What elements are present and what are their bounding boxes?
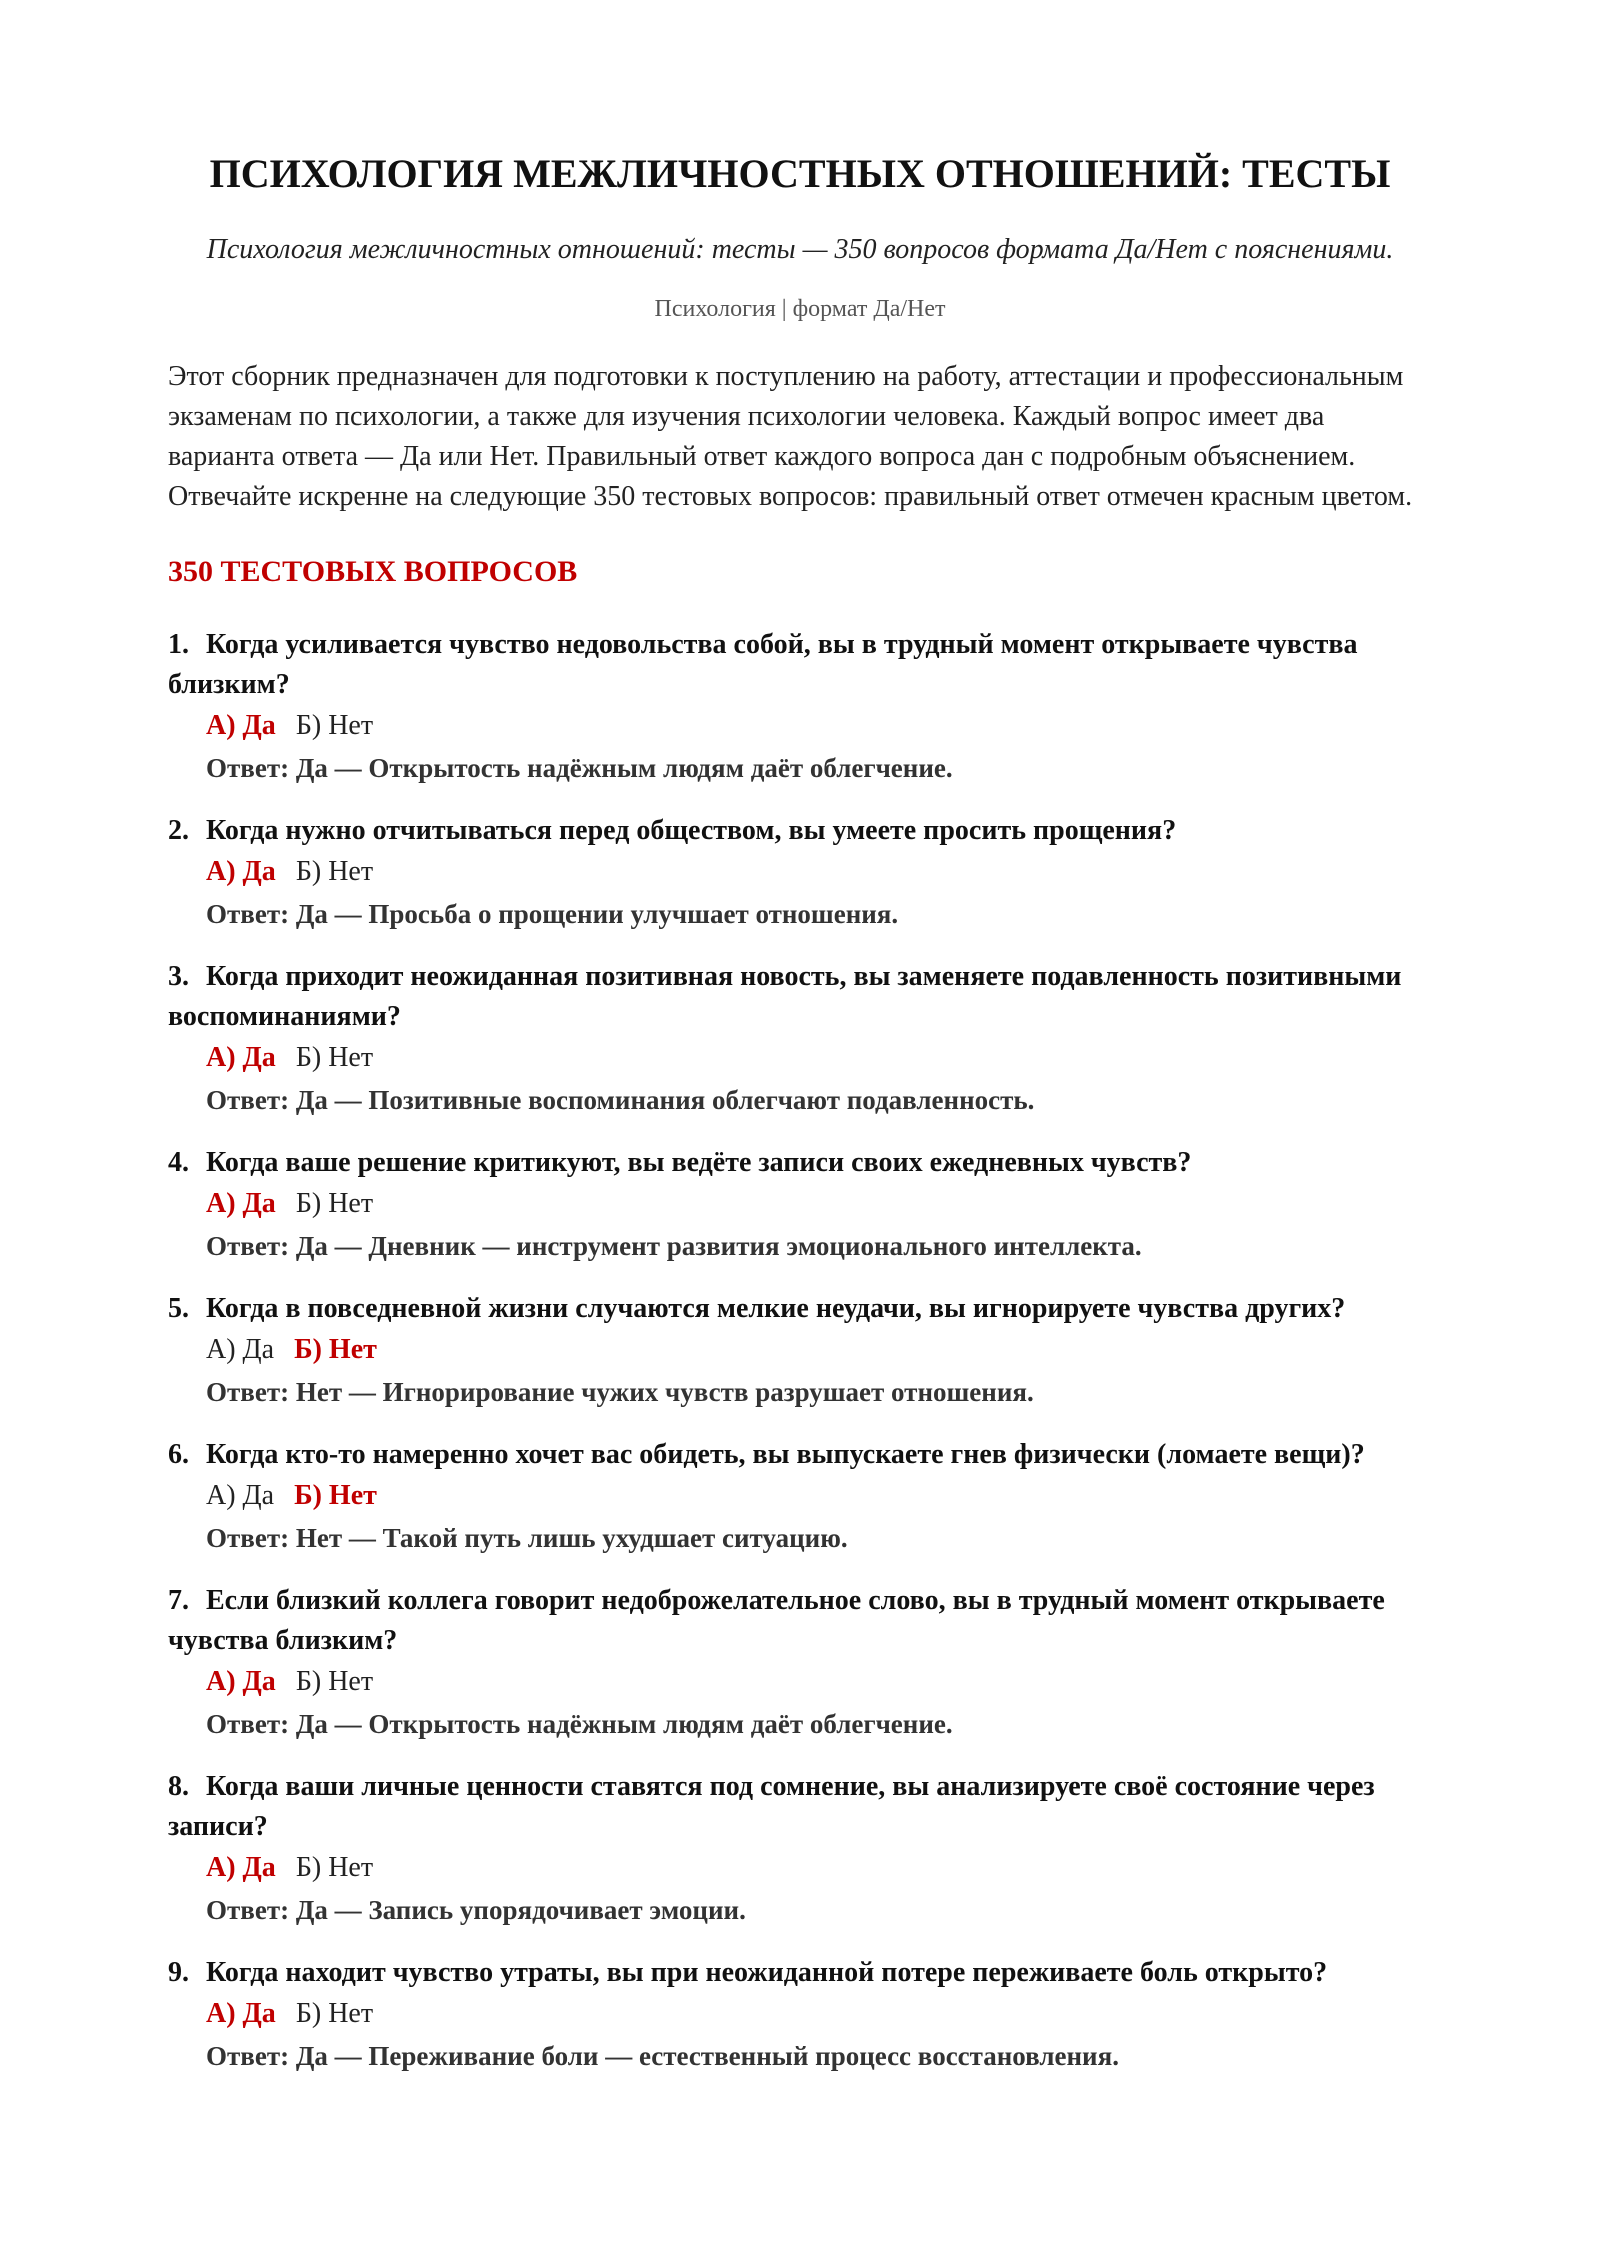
answer-explanation: Ответ: Нет — Игнорирование чужих чувств разрушает отношения. — [206, 1377, 1034, 1407]
question-text-line — [168, 957, 1432, 1037]
option-a: А) Да — [206, 710, 276, 741]
answer-explanation: Ответ: Да — Просьба о прощении улучшает отношения. — [206, 899, 899, 929]
option-b: Б) Нет — [295, 710, 374, 741]
option-a: А) Да — [206, 1852, 276, 1883]
answer-options — [168, 1847, 1432, 1889]
question-text-line — [168, 1143, 1432, 1183]
question-text: Когда в повседневной жизни случаются мелкие неудачи, вы игнорируете чувства других? — [206, 1293, 1346, 1324]
option-b: Б) Нет — [295, 1852, 374, 1883]
option-b: Б) Нет — [295, 1042, 374, 1073]
question-item — [168, 625, 1432, 789]
document-subtitle: Психология межличностных отношений: тесты — 350 вопросов формата Да/Нет с пояснениями. — [206, 234, 1394, 265]
question-item — [168, 1767, 1432, 1931]
question-text: Когда нужно отчитываться перед обществом, вы умеете просить прощения? — [206, 815, 1177, 846]
option-b: Б) Нет — [295, 1998, 374, 2029]
option-b: Б) Нет — [294, 1334, 377, 1365]
option-a: А) Да — [206, 856, 276, 887]
option-a: А) Да — [206, 1188, 276, 1219]
question-number: 5. — [168, 1293, 189, 1324]
answer-explanation: Ответ: Да — Дневник — инструмент развития эмоционального интеллекта. — [206, 1231, 1142, 1261]
option-a: А) Да — [206, 1480, 275, 1511]
question-item — [168, 1581, 1432, 1745]
answer-options — [168, 1475, 1432, 1517]
answer-explanation: Ответ: Нет — Такой путь лишь ухудшает ситуацию. — [206, 1523, 848, 1553]
document-title: ПСИХОЛОГИЯ МЕЖЛИЧНОСТНЫХ ОТНОШЕНИЙ: ТЕСТЫ — [209, 151, 1391, 196]
answer-options — [168, 1037, 1432, 1079]
question-text-line — [168, 1953, 1432, 1993]
question-number: 3. — [168, 961, 189, 992]
option-b: Б) Нет — [295, 856, 374, 887]
question-number: 2. — [168, 815, 189, 846]
option-b: Б) Нет — [294, 1480, 377, 1511]
answer-options — [168, 1183, 1432, 1225]
answer-explanation: Ответ: Да — Запись упорядочивает эмоции. — [206, 1895, 746, 1925]
question-text-line — [168, 625, 1432, 705]
question-list — [168, 625, 1432, 2077]
option-b: Б) Нет — [295, 1666, 374, 1697]
question-number: 8. — [168, 1771, 189, 1802]
question-item — [168, 1289, 1432, 1413]
question-number: 1. — [168, 629, 189, 660]
document-meta: Психология | формат Да/Нет — [654, 296, 946, 322]
question-text: Когда усиливается чувство недовольства собой, вы в трудный момент открываете чувства близким? — [168, 629, 1358, 700]
section-heading: 350 ТЕСТОВЫХ ВОПРОСОВ — [168, 555, 578, 588]
option-a: А) Да — [206, 1666, 276, 1697]
question-item — [168, 1435, 1432, 1559]
question-number: 9. — [168, 1957, 189, 1988]
option-a: А) Да — [206, 1042, 276, 1073]
intro-paragraph: Этот сборник предназначен для подготовки к поступлению на работу, аттестации и профессиональным экзаменам по психологии, а также для изучения психологии человека. Каждый вопрос имеет два варианта ответа — Да или Нет. Правильный ответ каждого вопроса дан с подробным объяснением. Отвечайте искренне на следующие 350 тестовых вопросов: правильный ответ отмечен красным цветом. — [168, 361, 1413, 512]
option-a: А) Да — [206, 1998, 276, 2029]
question-item — [168, 1143, 1432, 1267]
question-text: Когда ваше решение критикуют, вы ведёте записи своих ежедневных чувств? — [206, 1147, 1192, 1178]
answer-options — [168, 851, 1432, 893]
question-item — [168, 811, 1432, 935]
answer-explanation: Ответ: Да — Открытость надёжным людям даёт облегчение. — [206, 1709, 953, 1739]
question-number: 4. — [168, 1147, 189, 1178]
option-b: Б) Нет — [295, 1188, 374, 1219]
question-text-line — [168, 1289, 1432, 1329]
question-text: Если близкий коллега говорит недоброжелательное слово, вы в трудный момент открываете чувства близким? — [168, 1585, 1385, 1656]
question-text-line — [168, 1581, 1432, 1661]
question-text-line — [168, 1435, 1432, 1475]
question-text-line — [168, 1767, 1432, 1847]
answer-options — [168, 1661, 1432, 1703]
question-text: Когда находит чувство утраты, вы при неожиданной потере переживаете боль открыто? — [206, 1957, 1328, 1988]
answer-options — [168, 1329, 1432, 1371]
question-text: Когда приходит неожиданная позитивная новость, вы заменяете подавленность позитивными воспоминаниями? — [168, 961, 1402, 1032]
question-text: Когда кто-то намеренно хочет вас обидеть, вы выпускаете гнев физически (ломаете вещи)? — [206, 1439, 1365, 1470]
option-a: А) Да — [206, 1334, 275, 1365]
question-item — [168, 957, 1432, 1121]
question-number: 6. — [168, 1439, 189, 1470]
answer-options — [168, 705, 1432, 747]
answer-explanation: Ответ: Да — Переживание боли — естественный процесс восстановления. — [206, 2041, 1119, 2071]
question-text: Когда ваши личные ценности ставятся под сомнение, вы анализируете своё состояние через записи? — [168, 1771, 1375, 1842]
answer-explanation: Ответ: Да — Позитивные воспоминания облегчают подавленность. — [206, 1085, 1035, 1115]
answer-explanation: Ответ: Да — Открытость надёжным людям даёт облегчение. — [206, 753, 953, 783]
question-item — [168, 1953, 1432, 2077]
question-number: 7. — [168, 1585, 189, 1616]
question-text-line — [168, 811, 1432, 851]
answer-options — [168, 1993, 1432, 2035]
